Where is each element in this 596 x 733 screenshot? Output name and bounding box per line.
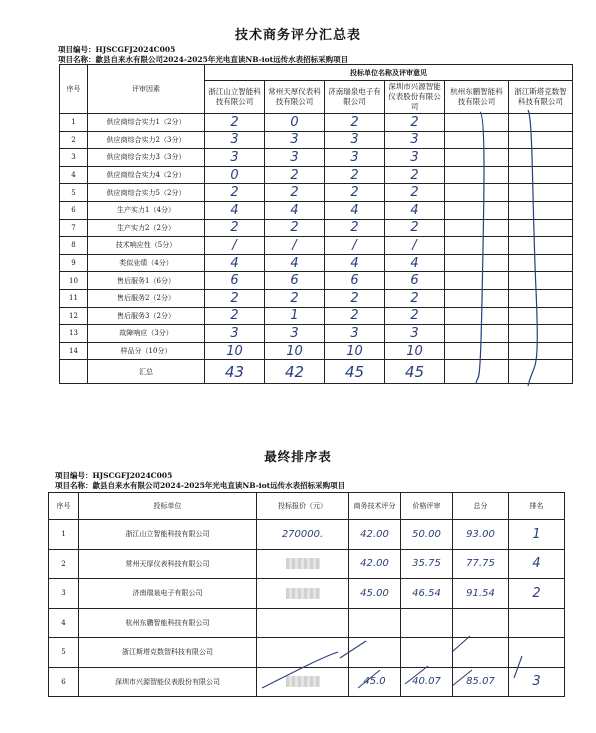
rank-cell [509,608,565,638]
score-cell: 4 [205,201,265,219]
score-cell: 6 [205,272,265,290]
sheet1-title: 技术商务评分汇总表 [234,28,361,43]
rank-header-4: 商务技术评分 [349,493,401,520]
row-seq: 8 [60,237,88,255]
rank-seq: 3 [49,579,79,609]
biz-score-cell: 42.00 [349,549,401,579]
row-seq: 4 [60,166,88,184]
score-cell: 3 [385,131,445,149]
rank-bidder-name: 浙江斯塔克数智科技有限公司 [79,638,257,668]
score-cell-empty [445,237,509,255]
score-cell: 10 [205,342,265,360]
score-cell: 10 [385,342,445,360]
score-cell: 1 [265,307,325,325]
total-cell-empty [509,360,573,384]
score-cell: 0 [205,166,265,184]
header-bidder-group: 投标单位名称及评审意见 [205,65,573,81]
score-cell-empty [509,184,573,202]
rank-seq: 5 [49,638,79,668]
row-seq: 7 [60,219,88,237]
rank-cell: 3 [509,667,565,697]
score-cell: 3 [205,149,265,167]
score-cell: 3 [265,325,325,343]
header-bidder-4: 深圳市兴源智能仪表股份有限公司 [385,81,445,114]
score-row [60,289,573,307]
score-cell: 2 [205,307,265,325]
score-cell: 10 [265,342,325,360]
total-cell: 43 [205,360,265,384]
sheet2-title: 最终排序表 [264,449,332,464]
total-score-cell: 85.07 [453,667,509,697]
header-seq: 序号 [60,65,88,114]
score-cell-empty [509,166,573,184]
rank-bidder-name: 杭州东鹏智能科技有限公司 [79,608,257,638]
total-score-cell [453,638,509,668]
row-seq: 12 [60,307,88,325]
rank-cell: 1 [509,520,565,550]
rank-seq: 4 [49,608,79,638]
row-seq: 1 [60,114,88,132]
score-cell: 2 [205,114,265,132]
rank-seq: 1 [49,520,79,550]
score-cell: 2 [325,166,385,184]
total-cell: 45 [385,360,445,384]
score-row [60,166,573,184]
score-cell: 2 [265,184,325,202]
score-cell: 3 [265,131,325,149]
header-bidder-2: 常州天厚仪表科技有限公司 [265,81,325,114]
score-cell: 2 [205,219,265,237]
score-cell: 3 [205,325,265,343]
price-cell [257,667,349,697]
rank-row [49,579,565,609]
rank-header-1: 序号 [49,493,79,520]
score-cell-empty [445,325,509,343]
price-score-cell [401,638,453,668]
score-cell: 10 [325,342,385,360]
score-cell-empty [509,219,573,237]
row-factor: 售后服务3（2分） [88,307,205,325]
score-row [60,237,573,255]
price-score-cell: 50.00 [401,520,453,550]
sheet1-project-name: 项目名称：歙县自来水有限公司2024-2025年光电直读NB-iot远传水表招标采购项目 [58,55,349,64]
redacted-price [286,558,320,569]
score-cell: 2 [265,289,325,307]
header-bidder-3: 济南瑞泉电子有限公司 [325,81,385,114]
score-cell-empty [445,342,509,360]
score-cell-empty [445,219,509,237]
score-row [60,325,573,343]
score-cell: 6 [385,272,445,290]
score-cell: 2 [325,219,385,237]
score-cell: 2 [265,219,325,237]
score-cell: 2 [385,114,445,132]
score-cell-empty [509,201,573,219]
score-cell: 2 [385,166,445,184]
score-row [60,201,573,219]
row-seq: 11 [60,289,88,307]
header-bidder-6: 浙江斯塔克数智科技有限公司 [509,81,573,114]
score-cell: 2 [325,289,385,307]
row-factor: 售后服务2（2分） [88,289,205,307]
rank-bidder-name: 浙江山立智能科技有限公司 [79,520,257,550]
final-ranking-sheet [0,438,596,733]
score-cell-empty [445,149,509,167]
rank-seq: 6 [49,667,79,697]
total-cell-empty [445,360,509,384]
price-cell: 270000. [257,520,349,550]
biz-score-cell: 42.00 [349,520,401,550]
price-score-cell: 35.75 [401,549,453,579]
rank-header-6: 总分 [453,493,509,520]
row-seq: 10 [60,272,88,290]
score-row [60,272,573,290]
score-cell-empty [445,201,509,219]
score-cell-empty [509,342,573,360]
biz-score-cell [349,608,401,638]
price-score-cell: 40.07 [401,667,453,697]
rank-header-3: 投标报价（元） [257,493,349,520]
score-cell: / [205,237,265,255]
score-cell-empty [445,184,509,202]
row-factor: 供应商综合实力4（2分） [88,166,205,184]
score-cell-empty [509,149,573,167]
score-cell-empty [509,307,573,325]
score-cell-empty [445,289,509,307]
rank-cell [509,638,565,668]
biz-score-cell: 45.0 [349,667,401,697]
header-bidder-1: 浙江山立智能科技有限公司 [205,81,265,114]
score-cell: 2 [385,184,445,202]
rank-header-5: 价格评审 [401,493,453,520]
row-factor: 供应商综合实力1（2分） [88,114,205,132]
score-cell: 2 [205,289,265,307]
score-cell: 4 [385,254,445,272]
score-cell: 3 [385,325,445,343]
total-score-cell: 93.00 [453,520,509,550]
score-cell: 3 [265,149,325,167]
rank-bidder-name: 济南瑞泉电子有限公司 [79,579,257,609]
row-factor: 供应商综合实力3（3分） [88,149,205,167]
score-row [60,254,573,272]
price-cell [257,549,349,579]
score-cell: 2 [385,219,445,237]
rank-header-2: 投标单位 [79,493,257,520]
total-label: 汇总 [88,360,205,384]
row-factor: 供应商综合实力2（3分） [88,131,205,149]
score-cell: 3 [325,325,385,343]
biz-score-cell [349,638,401,668]
total-cell: 45 [325,360,385,384]
rank-cell: 4 [509,549,565,579]
price-score-cell [401,608,453,638]
score-cell: 4 [265,201,325,219]
score-cell: 4 [265,254,325,272]
row-seq: 3 [60,149,88,167]
row-seq: 5 [60,184,88,202]
score-row [60,131,573,149]
row-factor: 样品分（10分） [88,342,205,360]
total-row [60,360,573,384]
score-cell-empty [445,131,509,149]
row-seq: 14 [60,342,88,360]
row-factor: 售后服务1（6分） [88,272,205,290]
rank-row [49,667,565,697]
row-factor: 技术响应性（5分） [88,237,205,255]
total-seq-empty [60,360,88,384]
rank-row [49,549,565,579]
score-cell: 6 [265,272,325,290]
score-cell: 2 [265,166,325,184]
score-cell-empty [445,166,509,184]
score-cell-empty [445,272,509,290]
score-cell: 3 [205,131,265,149]
sheet1-project-no: 项目编号：HJSCGFJ2024C005 [58,45,176,54]
score-cell: 6 [325,272,385,290]
row-seq: 2 [60,131,88,149]
price-score-cell: 46.54 [401,579,453,609]
price-cell [257,579,349,609]
row-factor: 生产实力1（4分） [88,201,205,219]
score-cell-empty [445,307,509,325]
score-cell-empty [445,114,509,132]
score-cell-empty [509,272,573,290]
biz-score-cell: 45.00 [349,579,401,609]
price-cell [257,608,349,638]
rank-row [49,608,565,638]
row-factor: 供应商综合实力5（2分） [88,184,205,202]
redacted-price [286,588,320,599]
score-cell: 0 [265,114,325,132]
score-cell: 4 [325,254,385,272]
row-factor: 生产实力2（2分） [88,219,205,237]
row-factor: 故障响应（3分） [88,325,205,343]
score-cell: / [325,237,385,255]
rank-header-7: 排名 [509,493,565,520]
score-cell-empty [509,131,573,149]
final-ranking-table [48,492,565,697]
score-cell-empty [445,254,509,272]
score-cell: 3 [385,149,445,167]
total-cell: 42 [265,360,325,384]
rank-seq: 2 [49,549,79,579]
score-cell: 3 [325,131,385,149]
score-summary-table [59,64,573,384]
row-factor: 类似业绩（4分） [88,254,205,272]
sheet2-project-name: 项目名称：歙县自来水有限公司2024-2025年光电直读NB-iot远传水表招标采购项目 [55,481,346,490]
score-row [60,114,573,132]
header-bidder-5: 杭州东鹏智能科技有限公司 [445,81,509,114]
score-cell: 4 [325,201,385,219]
score-row [60,307,573,325]
rank-bidder-name: 深圳市兴源智能仪表股份有限公司 [79,667,257,697]
row-seq: 9 [60,254,88,272]
score-cell-empty [509,114,573,132]
score-row [60,184,573,202]
row-seq: 6 [60,201,88,219]
rank-bidder-name: 常州天厚仪表科技有限公司 [79,549,257,579]
score-cell: 2 [205,184,265,202]
score-cell: 4 [385,201,445,219]
score-row [60,219,573,237]
score-row [60,149,573,167]
score-row [60,342,573,360]
price-cell [257,638,349,668]
score-cell: 2 [325,184,385,202]
rank-row [49,638,565,668]
rank-row [49,520,565,550]
score-cell: 2 [325,114,385,132]
score-cell: 4 [205,254,265,272]
total-score-cell [453,608,509,638]
redacted-price [286,676,320,687]
score-cell: 2 [385,307,445,325]
sheet2-project-no: 项目编号：HJSCGFJ2024C005 [55,471,173,480]
total-score-cell: 77.75 [453,549,509,579]
score-cell: / [385,237,445,255]
score-cell-empty [509,325,573,343]
header-factor: 评审因素 [88,65,205,114]
rank-cell: 2 [509,579,565,609]
total-score-cell: 91.54 [453,579,509,609]
score-cell-empty [509,289,573,307]
score-cell-empty [509,254,573,272]
score-cell-empty [509,237,573,255]
row-seq: 13 [60,325,88,343]
score-cell: / [265,237,325,255]
score-cell: 2 [325,307,385,325]
score-cell: 3 [325,149,385,167]
score-cell: 2 [385,289,445,307]
